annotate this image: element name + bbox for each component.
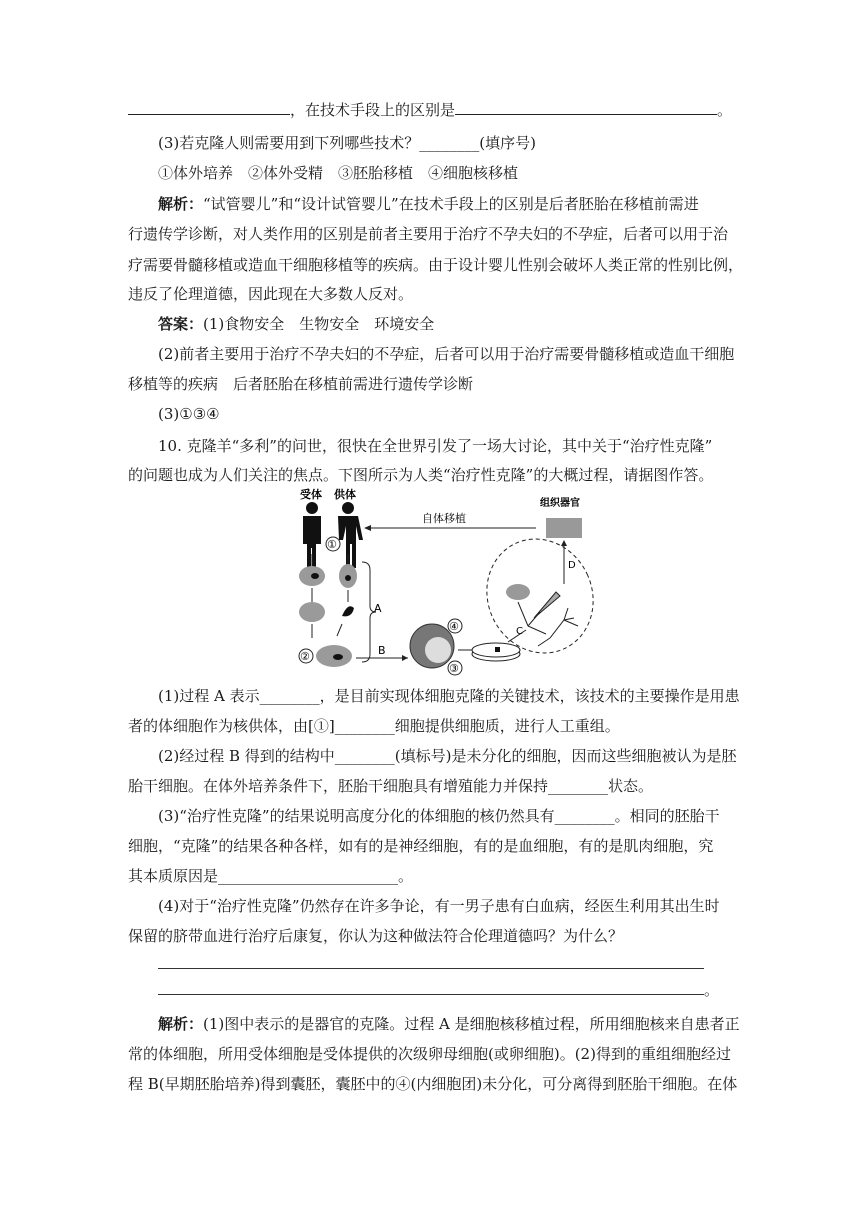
arrow xyxy=(528,626,546,634)
donor-figure-icon xyxy=(338,502,363,568)
label-D: D xyxy=(568,560,576,571)
arrow xyxy=(528,612,540,626)
analysis-label: 解析： xyxy=(158,195,204,213)
question-10-4-line-2: 保留的脐带血进行治疗后康复，你认为这种做法符合伦理道德吗？为什么？ xyxy=(128,927,624,945)
enucleated-egg-cell xyxy=(299,602,325,622)
answer-line-1 xyxy=(128,100,732,120)
label-num4: ④ xyxy=(449,620,459,633)
blank-line xyxy=(128,100,290,115)
answer-blank-line-1 xyxy=(158,968,704,969)
cell-sample xyxy=(495,647,500,652)
label-A: A xyxy=(374,602,382,615)
nucleus xyxy=(311,573,319,579)
label-num3: ③ xyxy=(449,662,459,675)
question-3-options: ①体外培养 ②体外受精 ③胚胎移植 ④细胞核移植 xyxy=(158,164,519,182)
nucleus xyxy=(345,575,351,581)
analysis-10-line-2: 常的体细胞，所用受体细胞是受体提供的次级卵母细胞(或卵细胞)。(2)得到的重组细胞经过 xyxy=(128,1045,731,1063)
blank-line xyxy=(455,100,717,115)
donor-nucleus xyxy=(342,606,354,616)
answer-blank-end: 。 xyxy=(704,981,720,999)
nucleus xyxy=(333,654,343,660)
nerve-cell xyxy=(538,608,578,646)
question-10-1-line-1: (1)过程 A 表示________，是目前实现体细胞克隆的关键技术，该技术的主要操作是用患 xyxy=(158,687,740,705)
label-tissue-organ: 组织器官 xyxy=(540,498,580,509)
answer-9-line-2: (2)前者主要用于治疗不孕夫妇的不孕症，后者可以用于治疗需要骨髓移植或造血干细胞 xyxy=(158,345,735,363)
analysis-9-line-2: 行遗传学诊断，对人类作用的区别是前者主要用于治疗不孕夫妇的不孕症，后者可以用于治 xyxy=(128,225,729,243)
text: 。 xyxy=(717,101,733,119)
question-10-4-line-1: (4)对于“治疗性克隆”仍然存在许多争论，有一男子患有白血病，经医生利用其出生时 xyxy=(158,897,720,915)
question-10-3-line-2: 细胞，“克隆”的结果各种各样，如有的是神经细胞，有的是血细胞，有的是肌肉细胞，究 xyxy=(128,837,714,855)
answer-label: 答案： xyxy=(158,315,204,333)
label-recipient: 受体 xyxy=(300,488,322,501)
text: (1)食物安全 生物安全 环境安全 xyxy=(203,315,435,333)
label-donor: 供体 xyxy=(334,488,356,501)
label-C: C xyxy=(516,626,523,637)
label-B: B xyxy=(378,644,386,657)
analysis-9-line-1 xyxy=(158,194,699,214)
text: (1)图中表示的是器官的克隆。过程 A 是细胞核移植过程，所用细胞核来自患者正 xyxy=(203,1015,740,1033)
answer-9-line-4: (3)①③④ xyxy=(158,405,220,423)
arrow xyxy=(518,602,528,626)
tissue-organ-box xyxy=(546,518,582,538)
question-3: (3)若克隆人则需要用到下列哪些技术？________(填序号) xyxy=(158,134,536,152)
question-10-3-line-1: (3)“治疗性克隆”的结果说明高度分化的体细胞的核仍然具有________。相同的胚胎干 xyxy=(158,807,720,825)
answer-blank-line-2 xyxy=(158,994,704,995)
label-autograft: 自体移植 xyxy=(422,512,466,525)
analysis-9-line-3: 疗需要骨髓移植或造血干细胞移植等的疾病。由于设计婴儿性别会破坏人类正常的性别比例， xyxy=(128,256,744,274)
question-10-line-2: 的问题也成为人们关注的焦点。下图所示为人类“治疗性克隆”的大概过程，请据图作答。 xyxy=(128,466,714,484)
therapeutic-cloning-diagram xyxy=(282,484,604,676)
question-10-1-line-2: 者的体细胞作为核供体，由[①]________细胞提供细胞质，进行人工重组。 xyxy=(128,717,620,735)
question-10-2-line-2: 胎干细胞。在体外培养条件下，胚胎干细胞具有增殖能力并保持________状态。 xyxy=(128,777,654,795)
analysis-label: 解析： xyxy=(158,1015,204,1033)
arrowhead xyxy=(402,655,408,661)
label-num2: ② xyxy=(300,650,310,663)
analysis-9-line-4: 违反了伦理道德，因此现在大多数人反对。 xyxy=(128,285,414,303)
blastocoel xyxy=(425,637,451,663)
question-10-line-1: 10. 克隆羊“多利”的问世，很快在全世界引发了一场大讨论，其中关于“治疗性克隆” xyxy=(158,437,713,455)
question-10-3-line-3: 其本质原因是________________________。 xyxy=(128,867,414,885)
answer-9-line-3: 移植等的疾病 后者胚胎在移植前需进行遗传学诊断 xyxy=(128,375,474,393)
analysis-10-line-1 xyxy=(158,1014,740,1034)
arrowhead xyxy=(364,525,371,531)
text: “试管婴儿”和“设计试管婴儿”在技术手段上的区别是后者胚胎在移植前需进 xyxy=(203,195,699,213)
arrowhead xyxy=(561,540,567,546)
blood-cell xyxy=(506,584,530,600)
question-10-2-line-1: (2)经过程 B 得到的结构中________(填标号)是未分化的细胞，因而这些细胞被认为是胚 xyxy=(158,747,737,765)
text: ，在技术手段上的区别是 xyxy=(290,101,456,119)
answer-9-line-1 xyxy=(158,314,434,334)
arrow xyxy=(337,624,342,636)
analysis-10-line-3: 程 B(早期胚胎培养)得到囊胚，囊胚中的④(内细胞团)未分化，可分离得到胚胎干细胞。在体 xyxy=(128,1075,738,1093)
label-num1: ① xyxy=(327,538,337,551)
